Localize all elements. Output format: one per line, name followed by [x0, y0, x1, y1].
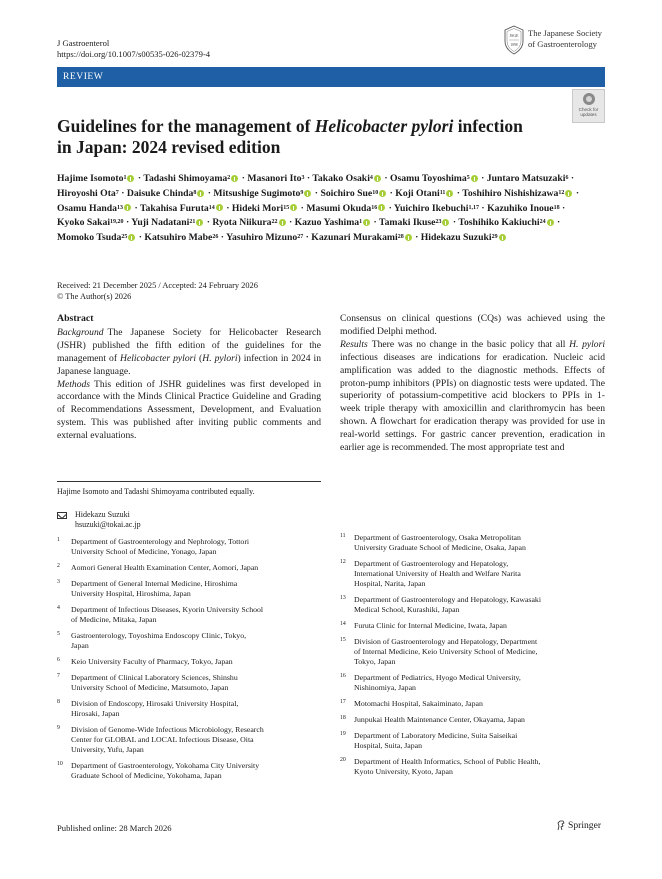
affiliation-number: 7 — [57, 673, 60, 679]
affiliation-item — [57, 605, 327, 625]
author-affiliation-number: 29 — [491, 234, 498, 241]
author-affiliation-number: 7 — [115, 189, 119, 196]
correspondence-name: Hidekazu Suzuki — [75, 510, 130, 519]
author-name-text: Toshihiko Kakiuchi — [458, 217, 540, 229]
affiliation-line: University Hospital, Hiroshima, Japan — [71, 589, 191, 598]
affiliation-item — [340, 757, 610, 777]
affiliation-line: Department of Laboratory Medicine, Suita Saiseikai — [354, 731, 518, 740]
author-affiliation-number: 13 — [117, 204, 124, 211]
background-text-c: ) infection in 2024 in Japanese language. — [57, 352, 321, 377]
author-affiliation-number: 6 — [565, 175, 569, 181]
orcid-icon[interactable] — [374, 175, 381, 182]
affiliation-line: Department of Pediatrics, Hyogo Medical University, — [354, 673, 521, 682]
affiliation-number: 8 — [57, 699, 60, 705]
author-affiliation-number: 15 — [283, 204, 290, 211]
author-name-text: Yasuhiro Mizuno — [226, 232, 298, 244]
author-affiliation-number: 1,17 — [468, 204, 479, 211]
seal-text-bottom: 1898 — [510, 43, 518, 47]
author-name[interactable] — [127, 188, 206, 199]
author-name[interactable] — [57, 203, 132, 214]
affiliation-line: Department of Infectious Diseases, Kyorin University School — [71, 605, 264, 614]
orcid-icon[interactable] — [405, 234, 412, 241]
affiliation-line: Junpukai Health Maintenance Center, Okayama, Japan — [354, 715, 525, 724]
affiliation-number: 9 — [57, 725, 60, 731]
author-name-text: Yuji Nadatani — [131, 217, 190, 229]
author-name[interactable] — [247, 173, 304, 184]
author-name-text: Daisuke Chinda — [126, 187, 194, 199]
society-name — [528, 28, 602, 50]
methods-text: This edition of JSHR guidelines was first developed in accordance with the Minds Clinical Practice Guideline and Grading of Recommendations Assessment, Development, and Evaluation system. This was published after inviting public comments and external evaluations. — [57, 378, 321, 442]
affiliation-line: Department of Gastroenterology, Osaka Metropolitan — [354, 533, 521, 542]
author-name[interactable] — [312, 173, 382, 184]
affiliation-text — [354, 673, 521, 693]
author-name-text: Kazuhiko Inoue — [487, 202, 554, 214]
title-part-1: Guidelines for the management of — [57, 116, 315, 136]
affiliation-item — [57, 563, 327, 573]
abstract-background — [57, 327, 321, 379]
affiliation-line: of Internal Medicine, Keio University School of Medicine, — [354, 647, 538, 656]
doi-link[interactable]: https://doi.org/10.1007/s00535-026-02379-4 — [57, 49, 211, 59]
affiliation-line: Department of General Internal Medicine, Hiroshima — [71, 579, 238, 588]
title-line-2: in Japan: 2024 revised edition — [57, 137, 281, 157]
affiliation-text — [354, 533, 526, 553]
abstract-continued: Consensus on clinical questions (CQs) was achieved using the modified Delphi method. — [340, 313, 605, 337]
affiliation-number: 10 — [57, 761, 63, 767]
affiliation-number: 17 — [340, 699, 346, 705]
author-name-text: Soichiro Sue — [320, 187, 373, 199]
author-name-text: Osamu Handa — [57, 202, 118, 214]
author-name[interactable] — [487, 203, 560, 214]
author-affiliation-number: 8 — [193, 189, 197, 196]
affiliation-line: University School of Medicine, Matsumoto, Japan — [71, 683, 229, 692]
affiliation-number: 19 — [340, 731, 346, 737]
affiliation-item — [340, 715, 610, 725]
author-name[interactable] — [144, 232, 218, 243]
correspondence — [57, 510, 141, 530]
orcid-icon[interactable] — [279, 219, 286, 226]
affiliation-line: Department of Clinical Laboratory Sciences, Shinshu — [71, 673, 238, 682]
check-updates-line-2: updates — [580, 112, 597, 117]
affiliation-text — [71, 657, 233, 667]
affiliation-number: 15 — [340, 637, 346, 643]
affiliation-line: Department of Gastroenterology, Yokohama City University — [71, 761, 260, 770]
author-affiliation-number: 25 — [121, 234, 128, 241]
publisher-name: Springer — [568, 820, 602, 831]
author-name-text: Takahisa Furuta — [139, 202, 209, 214]
author-name[interactable] — [140, 203, 224, 214]
author-name[interactable] — [394, 203, 479, 214]
author-name[interactable] — [458, 217, 554, 228]
author-affiliation-number: 12 — [558, 189, 565, 196]
affiliation-number: 6 — [57, 657, 60, 663]
title-italic: Helicobacter pylori — [314, 116, 454, 136]
affiliation-line: International University of Health and Welfare Narita — [354, 569, 521, 578]
copyright: © The Author(s) 2026 — [57, 292, 132, 301]
affiliation-line: Department of Gastroenterology and Nephrology, Tottori — [71, 537, 250, 546]
check-for-updates-badge[interactable] — [572, 89, 605, 123]
article-title — [57, 116, 557, 158]
affiliation-line: Japan — [71, 641, 89, 650]
author-name-text: Mitsushige Sugimoto — [213, 187, 301, 199]
author-affiliation-number: 27 — [297, 234, 304, 241]
affiliation-line: Hirosaki, Japan — [71, 709, 120, 718]
author-name[interactable] — [306, 203, 386, 214]
author-name-text: Masumi Okuda — [306, 202, 372, 214]
author-list: Hajime Isomoto$^1$ · Tadashi Shimoyama$^2$ · Masanori Ito$^3$ · Takako Osaki$^4$ · Osamu Toyoshima$^5$ · Juntaro Matsuzaki$^6$ · Hiroyoshi Ota$^7$ · Daisuke Chinda$^8$ · Mitsushige Sugimoto$^9$ · Soichiro Sue$^{10}$ · Koji Otani$^{11}$ · Toshihiro Nishishizawa$^{12}$ · Osamu Handa$^{13}$ · Takahisa Furuta$^{14}$ · Hideki Mori$^{15}$ · Masumi Okuda$^{16}$ · Yuichiro Ikebuchi$^{1,17}$ · Kazuhiko Inoue$^{18}$ · Kyoko Sakai$^{19,20}$ · Yuji Nadatani$^{21}$ · Ryota Niikura$^{22}$ · Kazuo Yashima$^1$ · Tamaki Ikuse$^{23}$ · Toshihiko Kakiuchi$^{24}$ · Momoko Tsuda$^{25}$ · Katsuhiro Mabe$^{26}$ · Yasuhiro Mizuno$^{27}$ · Kazunari Murakami$^{28}$ · Hidekazu Suzuki$^{29}$ — [57, 173, 580, 244]
affiliation-text — [354, 715, 525, 725]
orcid-icon[interactable] — [290, 204, 297, 211]
orcid-icon[interactable] — [442, 219, 449, 226]
affiliation-number: 20 — [340, 757, 346, 763]
abstract-methods — [57, 379, 321, 444]
affiliation-text — [354, 699, 483, 709]
affiliation-number: 16 — [340, 673, 346, 679]
orcid-icon[interactable] — [128, 234, 135, 241]
abstract-results — [340, 339, 605, 455]
methods-label: Methods — [57, 378, 91, 390]
author-affiliation-number: 11 — [439, 189, 446, 196]
published-online: Published online: 28 March 2026 — [57, 823, 172, 833]
affiliation-item — [340, 621, 610, 631]
envelope-icon — [57, 512, 67, 519]
author-name[interactable] — [143, 173, 239, 184]
author-name-text: Masanori Ito — [247, 173, 302, 184]
author-name[interactable] — [320, 188, 387, 199]
seal-text-top: JSGE — [509, 33, 519, 38]
received-accepted: Received: 21 December 2025 / Accepted: 24 February 2026 — [57, 281, 258, 290]
author-name-text: Osamu Toyoshima — [389, 173, 467, 184]
results-text-a: There was no change in the basic policy that all — [371, 338, 570, 350]
author-name[interactable] — [57, 173, 135, 184]
publisher-logo — [556, 820, 601, 831]
affiliation-item — [340, 559, 610, 589]
orcid-icon[interactable] — [363, 219, 370, 226]
affiliation-line: of Medicine, Mitaka, Japan — [71, 615, 157, 624]
society-line-2: of Gastroenterology — [528, 39, 597, 49]
affiliation-line: Department of Health Informatics, School of Public Health, — [354, 757, 541, 766]
author-name-text: Kyoko Sakai — [57, 217, 111, 229]
footnote-rule — [57, 481, 321, 482]
check-updates-icon — [583, 93, 595, 105]
author-name[interactable] — [131, 217, 204, 228]
affiliation-number: 3 — [57, 579, 60, 585]
orcid-icon[interactable] — [304, 190, 311, 197]
check-updates-line-1: Check for — [578, 107, 599, 112]
orcid-icon[interactable] — [196, 219, 203, 226]
affiliation-item — [57, 579, 327, 599]
affiliation-line: Division of Gastroenterology and Hepatology, Department — [354, 637, 538, 646]
affiliation-line: Division of Endoscopy, Hirosaki University Hospital, — [71, 699, 239, 708]
author-name[interactable] — [487, 173, 569, 184]
background-label: Background — [57, 326, 104, 338]
author-affiliation-number: 10 — [372, 189, 379, 196]
affiliation-text — [354, 595, 541, 615]
author-affiliation-number: 14 — [208, 204, 215, 211]
affiliation-item — [340, 533, 610, 553]
affiliation-item — [340, 673, 610, 693]
correspondence-email[interactable]: hsuzuki@tokai.ac.jp — [75, 520, 141, 529]
affiliation-number: 1 — [57, 537, 60, 543]
affiliation-line: Medical School, Kurashiki, Japan — [354, 605, 460, 614]
author-name-text: Hiroyoshi Ota — [57, 187, 116, 199]
orcid-icon[interactable] — [379, 190, 386, 197]
affiliation-number: 4 — [57, 605, 60, 611]
society-logo — [503, 25, 525, 60]
affiliation-text — [71, 761, 259, 781]
affiliation-text — [354, 621, 507, 631]
affiliation-text — [354, 637, 537, 667]
affiliation-text — [354, 757, 540, 777]
affiliation-text — [71, 725, 264, 755]
orcid-icon[interactable] — [547, 219, 554, 226]
author-name-text: Tamaki Ikuse — [379, 217, 436, 229]
author-affiliation-number: 23 — [435, 219, 442, 226]
affiliation-line: Furuta Clinic for Internal Medicine, Iwata, Japan — [354, 621, 507, 630]
orcid-icon[interactable] — [499, 234, 506, 241]
orcid-icon[interactable] — [565, 190, 572, 197]
abstract-left-column — [57, 313, 321, 443]
author-name[interactable] — [212, 217, 286, 228]
affiliation-line: Hospital, Suita, Japan — [354, 741, 422, 750]
orcid-icon[interactable] — [216, 204, 223, 211]
title-part-2: infection — [453, 116, 523, 136]
author-name-text: Kazuo Yashima — [294, 217, 360, 229]
author-affiliation-number: 9 — [300, 189, 304, 196]
author-name[interactable] — [57, 188, 119, 199]
author-name-text: Hajime Isomoto — [57, 173, 124, 184]
results-italic: H. pylori — [569, 338, 605, 350]
affiliation-number: 2 — [57, 563, 60, 569]
affiliation-line: Tokyo, Japan — [354, 657, 396, 666]
author-name-text: Kazunari Murakami — [311, 232, 398, 244]
affiliation-text — [354, 559, 521, 589]
affiliation-line: Hospital, Narita, Japan — [354, 579, 426, 588]
affiliation-line: Nishinomiya, Japan — [354, 683, 416, 692]
affiliation-item — [57, 725, 327, 755]
author-affiliation-number: 3 — [301, 175, 305, 181]
affiliation-line: University School of Medicine, Yonago, Japan — [71, 547, 217, 556]
background-text-a: The Japanese Society for Helicobacter Research (JSHR) published the fifth edition of the guidelines for the management of — [57, 326, 321, 364]
author-name[interactable] — [379, 217, 450, 228]
affiliation-line: Gastroenterology, Toyoshima Endoscopy Clinic, Tokyo, — [71, 631, 247, 640]
abstract-right-column — [340, 313, 605, 455]
author-name[interactable] — [421, 232, 507, 243]
author-affiliation-number: 26 — [212, 234, 219, 241]
author-name-text: Toshihiro Nishishizawa — [462, 187, 559, 199]
affiliation-item — [57, 631, 327, 651]
orcid-icon[interactable] — [446, 190, 453, 197]
author-name[interactable] — [311, 232, 412, 243]
author-affiliation-number: 22 — [271, 219, 278, 226]
orcid-icon[interactable] — [471, 175, 478, 182]
author-affiliation-number: 21 — [189, 219, 196, 226]
author-name[interactable] — [57, 217, 124, 228]
orcid-icon[interactable] — [231, 175, 238, 182]
affiliation-number: 5 — [57, 631, 60, 637]
results-text-b: infectious diseases are indications for eradication. Nucleic acid amplification was added to the diagnostic methods. Effects of proton-pump inhibitors (PPIs) on diagnostic tests were updated. The superiority of potassium-competitive acid blockers to PPIs in 1-week triple therapy with amoxicillin and clarithromycin has been shown. A flowchart for eradication therapy was provided for use in real-world settings. For gastric cancer prevention, eradication in earlier age is recommended. The most appropriate test and — [340, 351, 605, 454]
affiliation-item — [57, 657, 327, 667]
author-affiliation-number: 1 — [123, 175, 127, 181]
author-name[interactable] — [57, 232, 136, 243]
affiliation-item — [340, 731, 610, 751]
author-name[interactable] — [213, 188, 312, 199]
author-name[interactable] — [226, 232, 303, 243]
affiliation-line: University, Yufu, Japan — [71, 745, 144, 754]
orcid-icon[interactable] — [378, 204, 385, 211]
affiliation-item — [340, 637, 610, 667]
author-name-text: Momoko Tsuda — [57, 232, 122, 244]
affiliation-line: Center for GLOBAL and LOCAL Infectious Disease, Oita — [71, 735, 254, 744]
affiliation-text — [71, 605, 263, 625]
affiliation-item — [57, 673, 327, 693]
author-name[interactable] — [395, 188, 454, 199]
contribution-note: Hajime Isomoto and Tadashi Shimoyama contributed equally. — [57, 487, 255, 496]
author-name[interactable] — [295, 217, 372, 228]
affiliation-line: Aomori General Health Examination Center, Aomori, Japan — [71, 563, 259, 572]
affiliation-line: Keio University Faculty of Pharmacy, Tokyo, Japan — [71, 657, 233, 666]
author-name-text: Tadashi Shimoyama — [143, 173, 228, 184]
affiliation-item — [340, 595, 610, 615]
author-affiliation-number: 4 — [369, 175, 373, 181]
affiliation-line: Kyoto University, Kyoto, Japan — [354, 767, 453, 776]
author-affiliation-number: 24 — [539, 219, 546, 226]
affiliation-text — [71, 673, 238, 693]
author-affiliation-number: 1 — [359, 219, 363, 226]
affiliation-number: 18 — [340, 715, 346, 721]
affiliation-number: 14 — [340, 621, 346, 627]
affiliation-number: 12 — [340, 559, 346, 565]
affiliation-item — [57, 761, 327, 781]
background-text-b: ( — [196, 352, 203, 364]
journal-name: J Gastroenterol — [57, 38, 110, 48]
author-name-text: Hideki Mori — [231, 202, 284, 214]
author-affiliation-number: 18 — [553, 204, 560, 211]
affiliation-number: 13 — [340, 595, 346, 601]
affiliation-line: Department of Gastroenterology and Hepatology, — [354, 559, 509, 568]
affiliation-item — [57, 699, 327, 719]
affiliation-item — [340, 699, 610, 709]
author-name[interactable] — [232, 203, 298, 214]
author-name-text: Juntaro Matsuzaki — [486, 173, 566, 184]
section-band: REVIEW — [57, 67, 605, 87]
orcid-icon[interactable] — [124, 204, 131, 211]
society-line-1: The Japanese Society — [528, 28, 602, 38]
affiliation-text — [71, 579, 237, 599]
affiliation-line: Division of Genome-Wide Infectious Microbiology, Research — [71, 725, 264, 734]
affiliation-number: 11 — [340, 533, 346, 539]
author-affiliation-number: 28 — [397, 234, 404, 241]
author-name-text: Ryota Niikura — [212, 217, 272, 229]
affiliation-item — [57, 537, 327, 557]
affiliation-line: Motomachi Hospital, Sakaiminato, Japan — [354, 699, 483, 708]
author-name[interactable] — [390, 173, 479, 184]
affiliation-line: Department of Gastroenterology and Hepatology, Kawasaki — [354, 595, 541, 604]
affiliation-text — [71, 631, 246, 651]
results-label: Results — [340, 338, 368, 350]
affiliation-text — [354, 731, 517, 751]
author-name-text: Takako Osaki — [312, 173, 370, 184]
author-affiliation-number: 16 — [371, 204, 378, 211]
affiliation-text — [71, 563, 258, 573]
author-name[interactable] — [462, 188, 573, 199]
affiliation-line: Graduate School of Medicine, Yokohama, Japan — [71, 771, 222, 780]
author-affiliation-number: 19,20 — [110, 219, 124, 226]
author-affiliation-number: 2 — [227, 175, 231, 181]
springer-horse-icon — [556, 820, 566, 831]
author-name-text: Yuichiro Ikebuchi — [393, 202, 469, 214]
affiliation-text — [71, 537, 249, 557]
orcid-icon[interactable] — [197, 190, 204, 197]
orcid-icon[interactable] — [127, 175, 134, 182]
affiliation-text — [71, 699, 238, 719]
background-italic-2: H. pylori — [202, 352, 238, 364]
author-name-text: Katsuhiro Mabe — [144, 232, 213, 244]
author-affiliation-number: 5 — [466, 175, 470, 181]
abstract-heading: Abstract — [57, 313, 94, 324]
background-italic-1: Helicobacter pylori — [120, 352, 197, 364]
author-name-text: Hidekazu Suzuki — [420, 232, 492, 244]
author-name-text: Koji Otani — [395, 187, 440, 199]
affiliation-line: University Graduate School of Medicine, Osaka, Japan — [354, 543, 526, 552]
